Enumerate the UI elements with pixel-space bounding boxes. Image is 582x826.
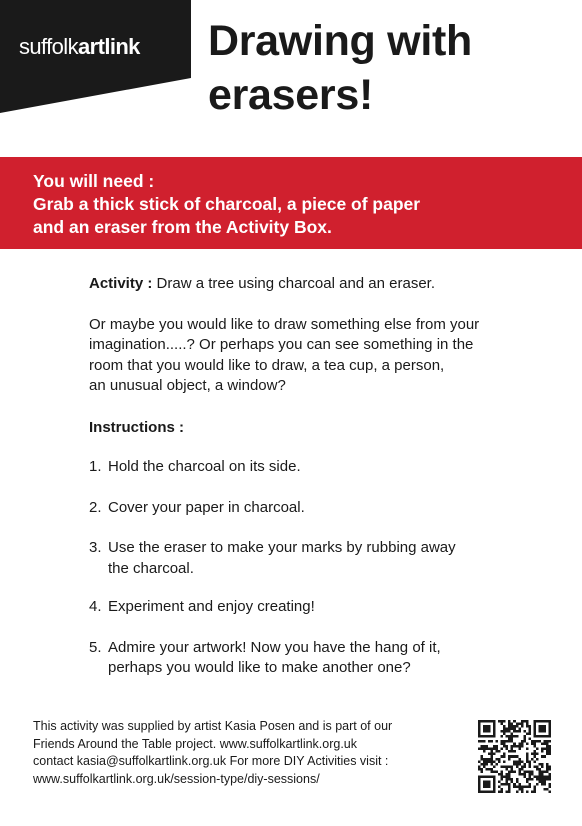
- step-number: 5.: [89, 638, 102, 656]
- step-text: Experiment and enjoy creating!: [108, 598, 315, 615]
- instruction-step-3: [89, 538, 559, 579]
- step-text: perhaps you would like to make another one?: [108, 659, 411, 676]
- footer-line: Friends Around the Table project. www.suffolkartlink.org.uk: [33, 736, 358, 751]
- step-text: the charcoal.: [108, 559, 194, 577]
- intro-line: an unusual object, a window?: [89, 377, 286, 394]
- step-number: 4.: [89, 598, 102, 615]
- step-number: 3.: [89, 539, 102, 556]
- banner-line-2: and an eraser from the Activity Box.: [33, 217, 332, 237]
- logo-text-bold: artlink: [78, 34, 140, 59]
- step-text: Hold the charcoal on its side.: [108, 458, 301, 475]
- instructions-heading: Instructions :: [89, 418, 185, 436]
- activity-paragraph: [89, 274, 559, 295]
- footer-line: This activity was supplied by artist Kasia Posen and is part of our: [33, 719, 393, 733]
- title-line-1: Drawing with: [208, 17, 472, 65]
- instruction-step-1: [89, 457, 559, 478]
- logo-text-regular: suffolk: [19, 34, 78, 59]
- intro-line: Or maybe you would like to draw something else from your: [89, 315, 480, 333]
- instruction-step-5: [89, 638, 559, 679]
- title-line-2: erasers!: [208, 71, 373, 119]
- intro-paragraph: [89, 315, 559, 397]
- logo: [0, 0, 191, 113]
- qr-code-icon: [478, 720, 551, 793]
- instruction-step-2: [89, 498, 559, 519]
- step-text: Admire your artwork! Now you have the hang of it,: [108, 638, 441, 656]
- banner-line-1: Grab a thick stick of charcoal, a piece of paper: [33, 194, 421, 214]
- page-title: [208, 14, 568, 122]
- footer-line: www.suffolkartlink.org.uk/session-type/diy-sessions/: [33, 771, 320, 786]
- intro-line: imagination.....? Or perhaps you can see something in the: [89, 336, 474, 353]
- intro-line: room that you would like to draw, a tea cup, a person,: [89, 356, 445, 374]
- step-text: Use the eraser to make your marks by rubbing away: [108, 539, 456, 556]
- activity-text: Draw a tree using charcoal and an eraser.: [152, 275, 436, 292]
- footer-line: contact kasia@suffolkartlink.org.uk For more DIY Activities visit :: [33, 754, 389, 768]
- step-text: Cover your paper in charcoal.: [108, 498, 305, 516]
- activity-content: [89, 274, 559, 679]
- step-number: 2.: [89, 498, 102, 516]
- activity-label: Activity :: [89, 275, 153, 292]
- logo-text: [19, 34, 140, 60]
- banner-heading: You will need :: [33, 171, 155, 191]
- instruction-step-4: [89, 597, 559, 618]
- step-number: 1.: [89, 458, 102, 475]
- you-will-need-banner: [0, 157, 582, 249]
- footer-credits: [33, 718, 463, 788]
